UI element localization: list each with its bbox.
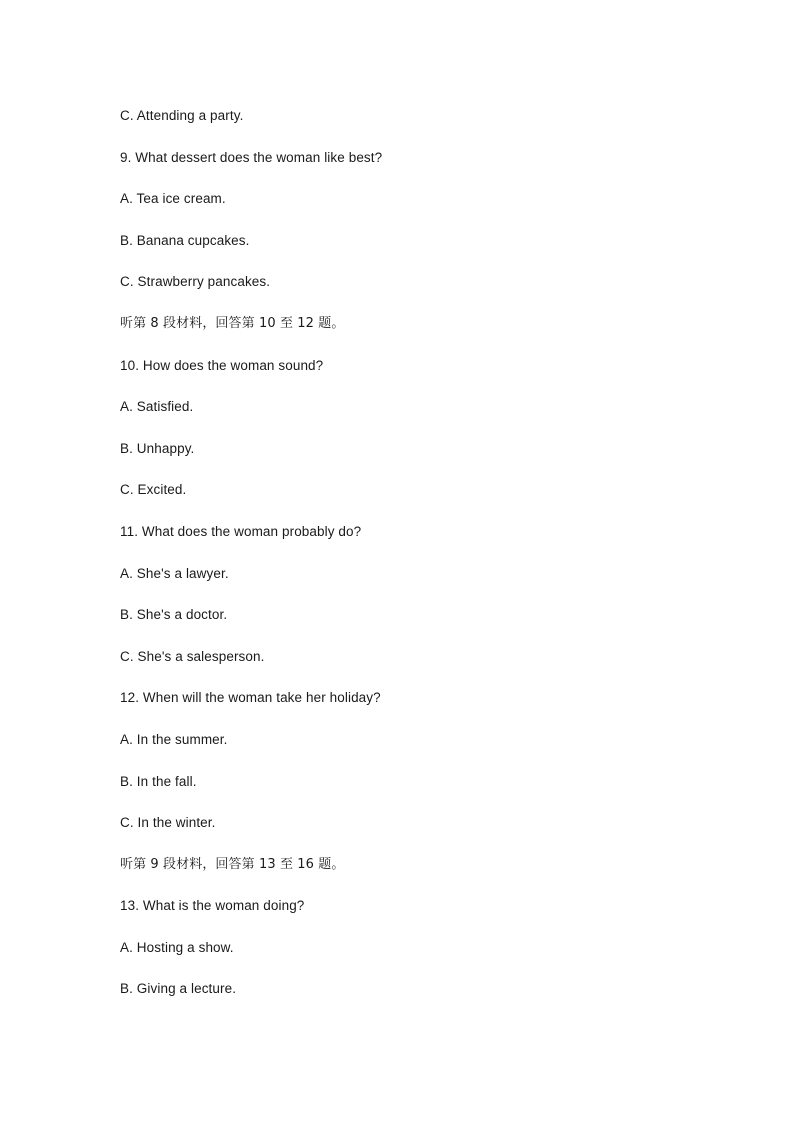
question-9: 9. What dessert does the woman like best? — [120, 149, 383, 165]
question-13: 13. What is the woman doing? — [120, 898, 305, 914]
option-a-q12: A. In the summer. — [120, 731, 228, 747]
option-c-q8: C. Attending a party. — [120, 108, 244, 123]
question-12: 12. When will the woman take her holiday? — [120, 690, 381, 706]
option-b-q12: B. In the fall. — [120, 773, 197, 789]
option-a-q9: A. Tea ice cream. — [120, 191, 226, 207]
option-c-q12: C. In the winter. — [120, 815, 216, 831]
option-c-q11: C. She's a salesperson. — [120, 648, 265, 664]
instruction-section-8: 听第 8 段材料，回答第 10 至 12 题。 — [120, 315, 345, 331]
option-c-q9: C. Strawberry pancakes. — [120, 274, 271, 290]
option-a-q10: A. Satisfied. — [120, 399, 194, 415]
option-c-q10: C. Excited. — [120, 482, 187, 498]
instruction-section-9: 听第 9 段材料，回答第 13 至 16 题。 — [120, 856, 345, 872]
option-a-q13: A. Hosting a show. — [120, 939, 234, 955]
question-list — [120, 106, 382, 1021]
option-b-q9: B. Banana cupcakes. — [120, 232, 250, 248]
question-11: 11. What does the woman probably do? — [120, 523, 362, 539]
option-b-q11: B. She's a doctor. — [120, 607, 228, 623]
option-a-q11: A. She's a lawyer. — [120, 565, 229, 581]
option-b-q13: B. Giving a lecture. — [120, 981, 237, 997]
option-b-q10: B. Unhappy. — [120, 440, 195, 456]
question-10: 10. How does the woman sound? — [120, 357, 324, 373]
